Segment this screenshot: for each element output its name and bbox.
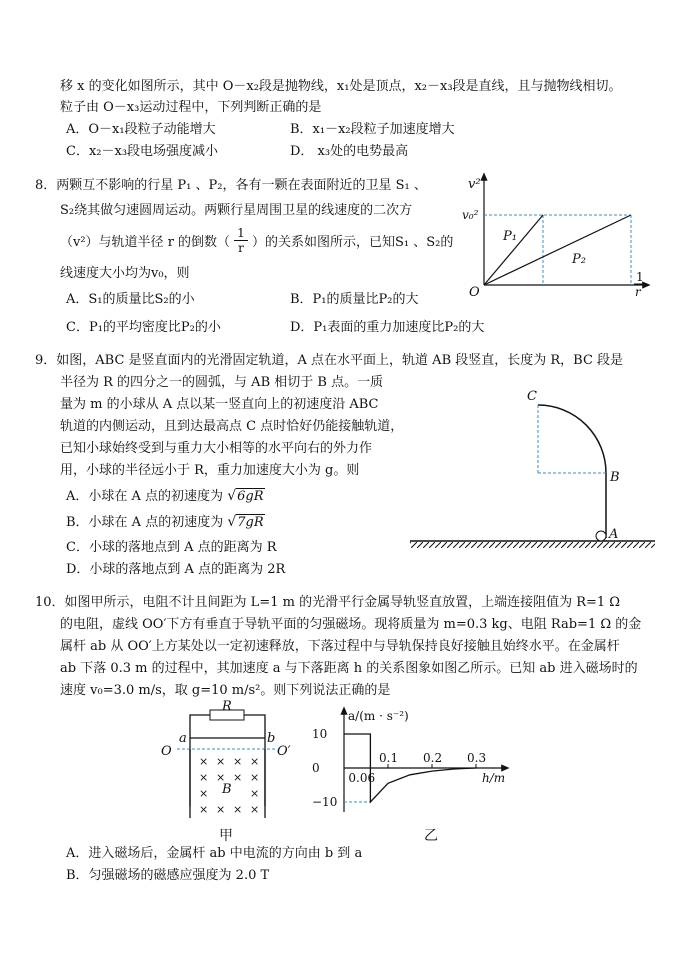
q10-a-h-chart-yi xyxy=(310,700,520,848)
q8-option-b: B．P₁的质量比P₂的大 xyxy=(290,292,419,307)
rod-end-b: b xyxy=(267,731,276,746)
q8-stem-line-3b: ）的关系如图所示，已知S₁ 、S₂的 xyxy=(252,235,454,250)
y-tick-label: 10 xyxy=(312,727,328,741)
sqrt-sign: √ xyxy=(227,514,237,530)
chart-x-label: h/m xyxy=(482,771,506,785)
x-tick-label: 0.3 xyxy=(467,751,487,765)
label-a: A xyxy=(609,527,619,542)
q9-option-a-text: A．小球在 A 点的初速度为 xyxy=(66,489,228,504)
q9-stem-line-2: 半径为 R 的四分之一的圆弧，与 AB 相切于 B 点。一质 xyxy=(60,375,384,390)
y-tick-label: −10 xyxy=(312,795,338,809)
x-axis-label-den: r xyxy=(635,285,641,299)
label-b: B xyxy=(610,470,620,485)
q9-option-a-radicand: 6gR xyxy=(237,489,264,504)
sqrt-sign: √ xyxy=(227,488,237,504)
figure-caption-jia: 甲 xyxy=(219,828,233,844)
q8-stem-line-4: 线速度大小均为v₀，则 xyxy=(60,266,190,281)
resistor-label: R xyxy=(222,700,232,714)
q7-option-a: A．O－x₁段粒子动能增大 xyxy=(66,122,216,137)
p1-label: P₁ xyxy=(503,229,517,244)
point-o-prime: O′ xyxy=(277,744,291,759)
svg-text:×: × xyxy=(233,755,243,768)
q8-stem-line-2: S₂绕其做匀速圆周运动。两颗行星周围卫星的线速度的二次方 xyxy=(60,203,413,218)
q7-stem-line-2: 粒子由 O－x₃运动过程中，下列判断正确的是 xyxy=(60,100,322,115)
svg-text:×: × xyxy=(233,771,243,784)
p2-label: P₂ xyxy=(572,252,586,267)
q10-option-a: A．进入磁场后，金属杆 ab 中电流的方向由 b 到 a xyxy=(66,846,363,861)
ball xyxy=(596,531,606,541)
point-o: O xyxy=(161,744,172,759)
q9-stem-line-4: 轨道的内侧运动，且到达最高点 C 点时恰好仍能接触轨道， xyxy=(60,419,404,434)
q9-stem-line-6: 用，小球的半径远小于 R，重力加速度大小为 g。则 xyxy=(60,463,360,478)
svg-text:×: × xyxy=(250,755,260,768)
q8-option-a: A．S₁的质量比S₂的小 xyxy=(66,292,195,307)
p2-line xyxy=(484,215,631,285)
q9-option-b xyxy=(66,513,265,532)
p1-line xyxy=(484,215,543,285)
svg-text:×: × xyxy=(250,803,260,816)
x-tick-label: 0.2 xyxy=(423,751,443,765)
v0-squared-label: v₀² xyxy=(462,208,479,222)
q8-option-c: C．P₁的平均密度比P₂的小 xyxy=(66,320,221,335)
q8-option-d: D．P₁表面的重力加速度比P₂的大 xyxy=(290,320,485,335)
x-axis-label-num: 1 xyxy=(636,270,644,284)
q7-stem-line-1: 移 x 的变化如图所示，其中 O－x₂段是抛物线，x₁处是顶点，x₂－x₃段是直线，且与抛物线相切。 xyxy=(60,79,622,94)
field-b-label: B xyxy=(222,782,232,797)
svg-text:×: × xyxy=(250,771,260,784)
q7-option-c: C．x₂－x₃段电场强度减小 xyxy=(66,144,219,159)
svg-text:×: × xyxy=(250,787,260,800)
svg-text:×: × xyxy=(233,803,243,816)
svg-text:×: × xyxy=(199,771,209,784)
svg-text:×: × xyxy=(199,803,209,816)
svg-text:×: × xyxy=(199,787,209,800)
rod-end-a: a xyxy=(179,731,187,746)
svg-text:×: × xyxy=(216,771,226,784)
q8-v2-graph xyxy=(455,168,660,303)
q9-option-a xyxy=(66,487,265,506)
q8-stem-line-3a: （v²）与轨道半径 r 的倒数（ xyxy=(60,235,231,250)
q10-stem-line-5: 速度 v₀=3.0 m/s，取 g=10 m/s²。则下列说法正确的是 xyxy=(60,683,391,698)
y-tick-label: 0 xyxy=(312,761,320,775)
bc-arc xyxy=(538,405,606,473)
ground-hatch xyxy=(410,542,655,548)
q9-track-figure xyxy=(405,380,660,555)
q10-stem-line-1: 10．如图甲所示，电阻不计且间距为 L=1 m 的光滑平行金属导轨竖直放置，上端连接阻值为 R=1 Ω xyxy=(35,595,621,610)
q9-option-b-radicand: 7gR xyxy=(237,515,264,530)
q9-stem-line-1: 9．如图，ABC 是竖直面内的光滑固定轨道，A 点在水平面上，轨道 AB 段竖直，长度为 R，BC 段是 xyxy=(35,353,624,368)
svg-text:×: × xyxy=(216,803,226,816)
y-axis-label: v² xyxy=(468,177,481,192)
figure-caption-yi: 乙 xyxy=(424,828,438,844)
q9-option-d: D．小球的落地点到 A 点的距离为 2R xyxy=(66,562,286,577)
chart-y-label: a/(m · s⁻²) xyxy=(348,709,409,723)
q10-stem-line-3: 属杆 ab 从 OO′上方某处以一定初速释放，下落过程中与导轨保持良好接触且始终水平。在金属杆 xyxy=(60,639,620,654)
q9-stem-line-5: 已知小球始终受到与重力大小相等的水平向右的外力作 xyxy=(60,441,373,456)
origin-label: O xyxy=(469,285,480,300)
q8-inline-fraction xyxy=(234,226,248,255)
q10-stem-line-2: 的电阻，虚线 OO′下方有垂直于导轨平面的匀强磁场。现将质量为 m=0.3 kg、电阻 Rab=1 Ω 的金 xyxy=(60,617,642,632)
label-c: C xyxy=(527,389,537,404)
svg-text:×: × xyxy=(216,755,226,768)
q7-option-b: B．x₁－x₂段粒子加速度增大 xyxy=(290,122,455,137)
q10-circuit-figure-jia xyxy=(155,700,305,848)
q9-option-c: C．小球的落地点到 A 点的距离为 R xyxy=(66,540,277,555)
svg-text:×: × xyxy=(199,755,209,768)
q10-option-b: B．匀强磁场的磁感应强度为 2.0 T xyxy=(66,868,270,883)
q7-option-d: D． x₃处的电势最高 xyxy=(290,144,409,159)
q8-stem-line-1: 8．两颗互不影响的行星 P₁ 、P₂，各有一颗在表面附近的卫星 S₁ 、 xyxy=(35,178,427,193)
x-tick-label: 0.1 xyxy=(379,751,399,765)
q9-stem-line-3: 量为 m 的小球从 A 点以某一竖直向上的初速度沿 ABC xyxy=(60,397,379,412)
mark-0-06-label: 0.06 xyxy=(348,771,376,785)
q10-stem-line-4: ab 下落 0.3 m 的过程中，其加速度 a 与下落距离 h 的关系图象如图乙所示。已知 ab 进入磁场时的 xyxy=(60,661,638,676)
fraction-denominator: r xyxy=(234,240,248,255)
fraction-numerator: 1 xyxy=(237,226,245,240)
q9-option-b-text: B．小球在 A 点的初速度为 xyxy=(66,515,228,530)
